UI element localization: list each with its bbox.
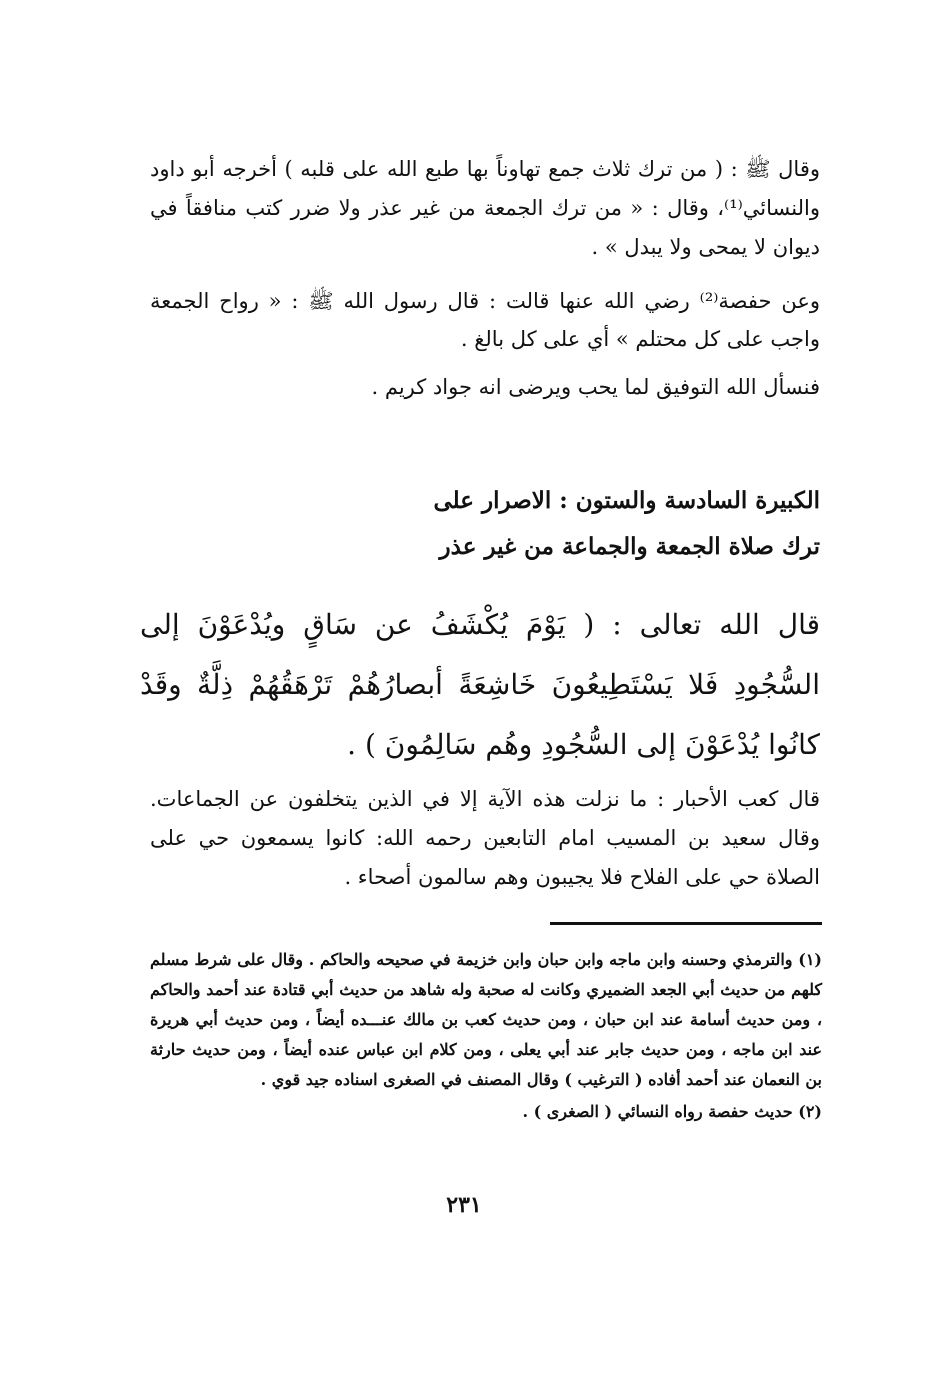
- paragraph-jumuah-hadith: وقال ﷺ : ( من ترك ثلاث جمع تهاوناً بها طبع الله على قلبه ) أخرجه أبو داود والنسائي⁽¹⁾، وقال : « من ترك الجمعة من غير عذر ولا ضرر كتب منافقاً في ديوان لا يمحى ولا يبدل » .: [150, 157, 820, 259]
- section-heading: [400, 478, 820, 570]
- footnote-2-text: حديث حفصة رواه النسائي ( الصغرى ) .: [522, 1102, 793, 1121]
- footnote-1: [150, 945, 822, 1095]
- footnote-1-text: والترمذي وحسنه وابن ماجه وابن حبان وابن خزيمة في صحيحه والحاكم . وقال على شرط مسلم كلهم من حديث أبي الجعد الضميري وكانت له صحبة وله شاهد من حديث أبي قتادة عند أحمد والحاكم ، ومن حديث أسامة عند ابن حبان ، ومن حديث كعب بن مالك عنـــده أيضاً ، ومن حديث أبي هريرة عند ابن ماجه ، ومن حديث جابر عند أبي يعلى ، ومن كلام ابن عباس عنده أيضاً ، ومن حديث حارثة بن النعمان عند أحمد أفاده ( الترغيب ) وقال المصنف في الصغرى اسناده جيد قوي .: [150, 950, 822, 1089]
- footnotes: [150, 945, 822, 1127]
- paragraph-closing-dua: فنسأل الله التوفيق لما يحب ويرضى انه جواد كريم .: [371, 375, 820, 399]
- footnote-2: [150, 1097, 822, 1127]
- heading-line-2: ترك صلاة الجمعة والجماعة من غير عذر: [439, 533, 820, 560]
- footnote-2-number: (٢): [798, 1102, 822, 1121]
- paragraph-commentary: قال كعب الأحبار : ما نزلت هذه الآية إلا في الذين يتخلفون عن الجماعات. وقال سعيد بن المسيب امام التابعين رحمه الله: كانوا يسمعون حي على الصلاة حي على الفلاح فلا يجيبون وهم سالمون أصحاء .: [150, 787, 820, 889]
- heading-line-1: الكبيرة السادسة والستون : الاصرار على: [433, 487, 820, 514]
- footnote-divider: [550, 922, 822, 925]
- footnote-1-number: (١): [798, 950, 822, 969]
- paragraph-hafsa-hadith: وعن حفصة⁽²⁾ رضي الله عنها قالت : قال رسول الله ﷺ : « رواح الجمعة واجب على كل محتلم » أي على كل بالغ .: [150, 289, 820, 351]
- page-number: ٢٣١: [446, 1192, 482, 1218]
- quran-passage: قال الله تعالى : ( يَوْمَ يُكْشَفُ عن سَاقٍ ويُدْعَوْنَ إلى السُّجُودِ فَلا يَسْتَطِيعُونَ خَاشِعَةً أبصارُهُمْ تَرْهَقُهُمْ ذِلَّةٌ وقَدْ كانُوا يُدْعَوْنَ إلى السُّجُودِ وهُم سَالِمُونَ ) .: [140, 608, 820, 761]
